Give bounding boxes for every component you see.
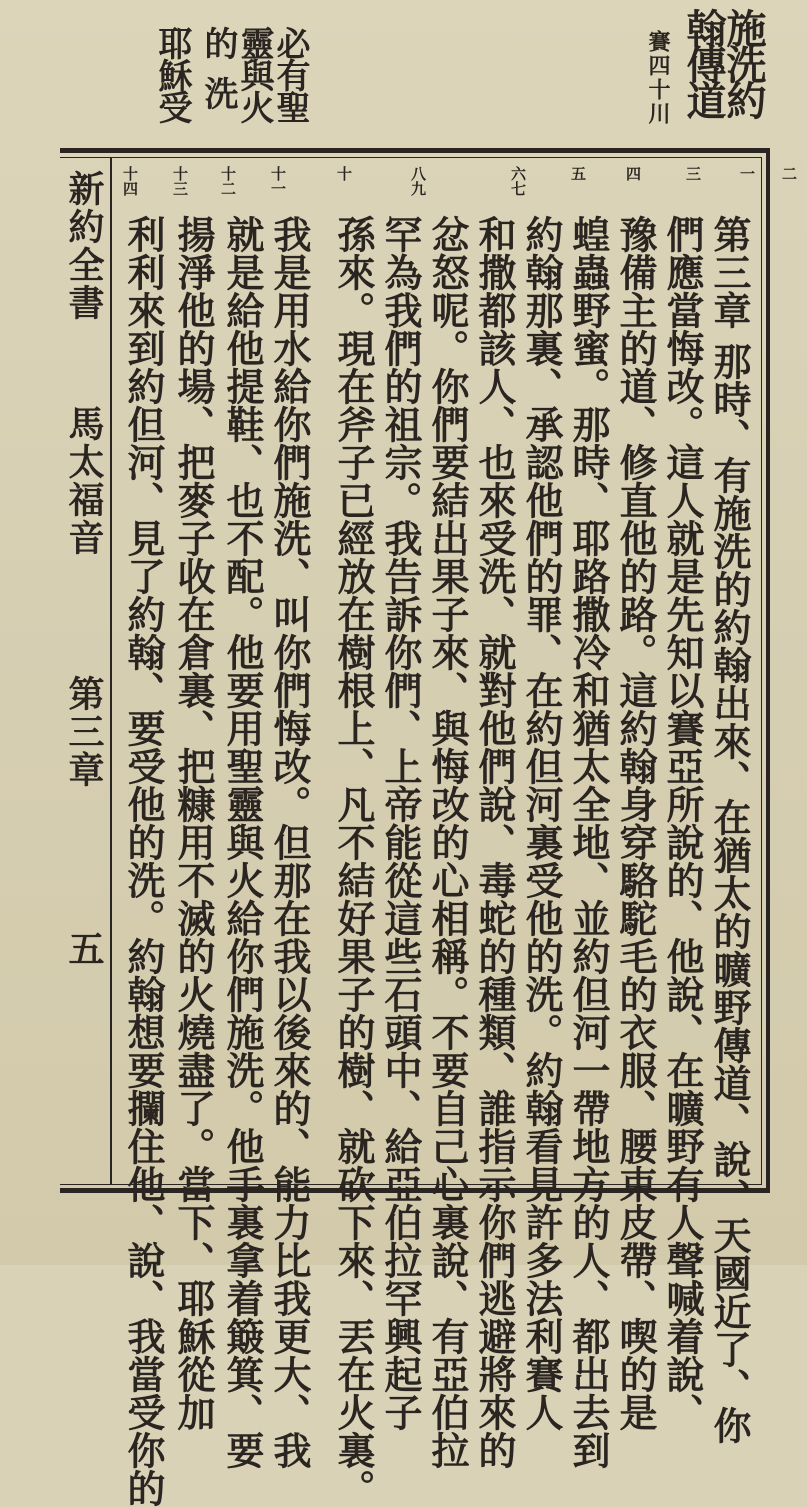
text-column: 罕為我們的祖宗。我告訴你們、上帝能從這些石頭中、給亞伯拉罕興起子 (378, 215, 423, 1431)
header-note-col2: 靈與火 (234, 26, 274, 122)
text-column: 們應當悔改。這人就是先知以賽亞所說的、他說、在曠野有人聲喊着說、 (660, 215, 705, 1431)
text-column: 就是給他提鞋、也不配。他要用聖靈與火給你們施洗。他手裏拿着簸箕、要 (220, 215, 265, 1469)
page-number: 五 (63, 930, 105, 968)
runner-divider (110, 157, 112, 1185)
text-column: 蝗蟲野蜜。那時、耶路撒冷和猶太全地、並約但河一帶地方的人、都出去到 (566, 215, 611, 1469)
text-column: 我是用水給你們施洗、叫你們悔改。但那在我以後來的、能力比我更大、我 (267, 215, 312, 1469)
text-column: 孫來。現在斧子已經放在樹根上、凡不結好果子的樹、就砍下來、丟在火裏。 (331, 215, 376, 1507)
header-title-col1: 施洗約 (720, 8, 767, 116)
text-column: 揚淨他的場、把麥子收在倉裏、把糠用不滅的火燒盡了。當下、耶穌從加 (171, 215, 216, 1431)
verse-number: 十四 (121, 166, 139, 196)
header-cross-reference: 賽四十川 (645, 30, 671, 126)
verse-number: 四 (624, 166, 642, 181)
gospel-title: 馬太福音 (63, 405, 105, 557)
verse-number: 六七 (509, 166, 527, 196)
verse-number: 一 (738, 166, 756, 181)
text-column: 約翰那裏、承認他們的罪、在約但河裏受他的洗。約翰看見許多法利賽人 (519, 215, 564, 1431)
header-title-col2: 翰傳道 (680, 8, 727, 116)
verse-number: 二 (780, 166, 798, 181)
text-column: 利利來到約但河、見了約翰、要受他的洗。約翰想要攔住他、說、我當受你的 (121, 215, 166, 1507)
header-note-col3: 的洗 (198, 26, 238, 126)
text-column: 和撒都該人、也來受洗、就對他們說、毒蛇的種類、誰指示你們逃避將來的 (472, 215, 517, 1469)
chapter-label: 第三章 (63, 675, 105, 789)
header-note-col1: 必有聖 (270, 26, 310, 122)
verse-number: 十二 (219, 166, 237, 196)
verse-number: 三 (684, 166, 702, 181)
book-title: 新約全書 (63, 170, 105, 322)
verse-number-strip (112, 166, 798, 196)
header-note-col4: 耶穌受 (152, 26, 192, 122)
verse-number: 十三 (171, 166, 189, 196)
verse-number: 十 (335, 166, 353, 181)
verse-number: 十一 (269, 166, 287, 196)
verse-number: 五 (569, 166, 587, 181)
text-column: 第三章 那時、有施洗的約翰出來、在猶太的曠野傳道、說、天國近了、你 (707, 215, 752, 1445)
verse-number: 八九 (409, 166, 427, 196)
running-header (60, 170, 108, 1180)
text-column: 忿怒呢。你們要結出果子來、與悔改的心相稱。不要自己心裏說、有亞伯拉 (425, 215, 470, 1469)
text-column: 豫備主的道、修直他的路。這約翰身穿駱駝毛的衣服、腰束皮帶、喫的是 (613, 215, 658, 1431)
